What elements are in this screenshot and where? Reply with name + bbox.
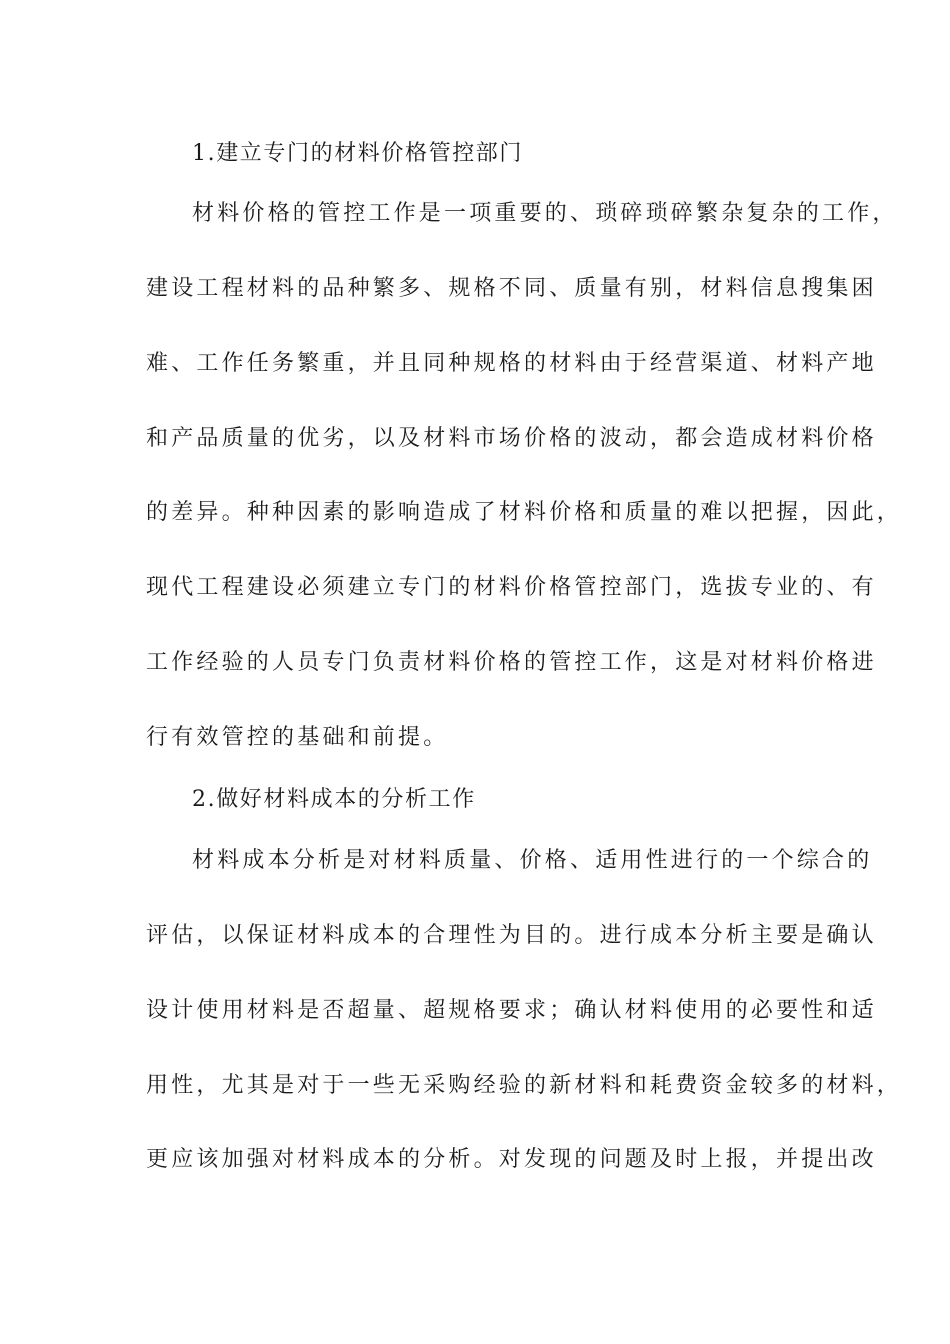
paragraph-line: 材料成本分析是对材料质量、价格、适用性进行的一个综合的 (192, 848, 873, 873)
paragraph-line: 更应该加强对材料成本的分析。对发现的问题及时上报，并提出改 (146, 1147, 877, 1172)
paragraph-line: 设计使用材料是否超量、超规格要求；确认材料使用的必要性和适 (146, 998, 877, 1023)
paragraph-line: 用性，尤其是对于一些无采购经验的新材料和耗费资金较多的材料， (146, 1073, 903, 1098)
paragraph-line: 和产品质量的优劣，以及材料市场价格的波动，都会造成材料价格 (146, 426, 877, 451)
paragraph-line: 行有效管控的基础和前提。 (146, 725, 449, 750)
paragraph-line: 评估，以保证材料成本的合理性为目的。进行成本分析主要是确认 (146, 923, 877, 948)
section-heading-2: 2.做好材料成本的分析工作 (192, 787, 476, 812)
paragraph-line: 工作经验的人员专门负责材料价格的管控工作，这是对材料价格进 (146, 650, 877, 675)
paragraph-line: 的差异。种种因素的影响造成了材料价格和质量的难以把握，因此， (146, 500, 903, 525)
section-heading-1: 1.建立专门的材料价格管控部门 (192, 141, 523, 166)
paragraph-line: 现代工程建设必须建立专门的材料价格管控部门，选拔专业的、有 (146, 575, 877, 600)
paragraph-line: 材料价格的管控工作是一项重要的、琐碎琐碎繁杂复杂的工作， (192, 201, 898, 226)
paragraph-line: 建设工程材料的品种繁多、规格不同、质量有别，材料信息搜集困 (146, 276, 877, 301)
paragraph-line: 难、工作任务繁重，并且同种规格的材料由于经营渠道、材料产地 (146, 351, 877, 376)
